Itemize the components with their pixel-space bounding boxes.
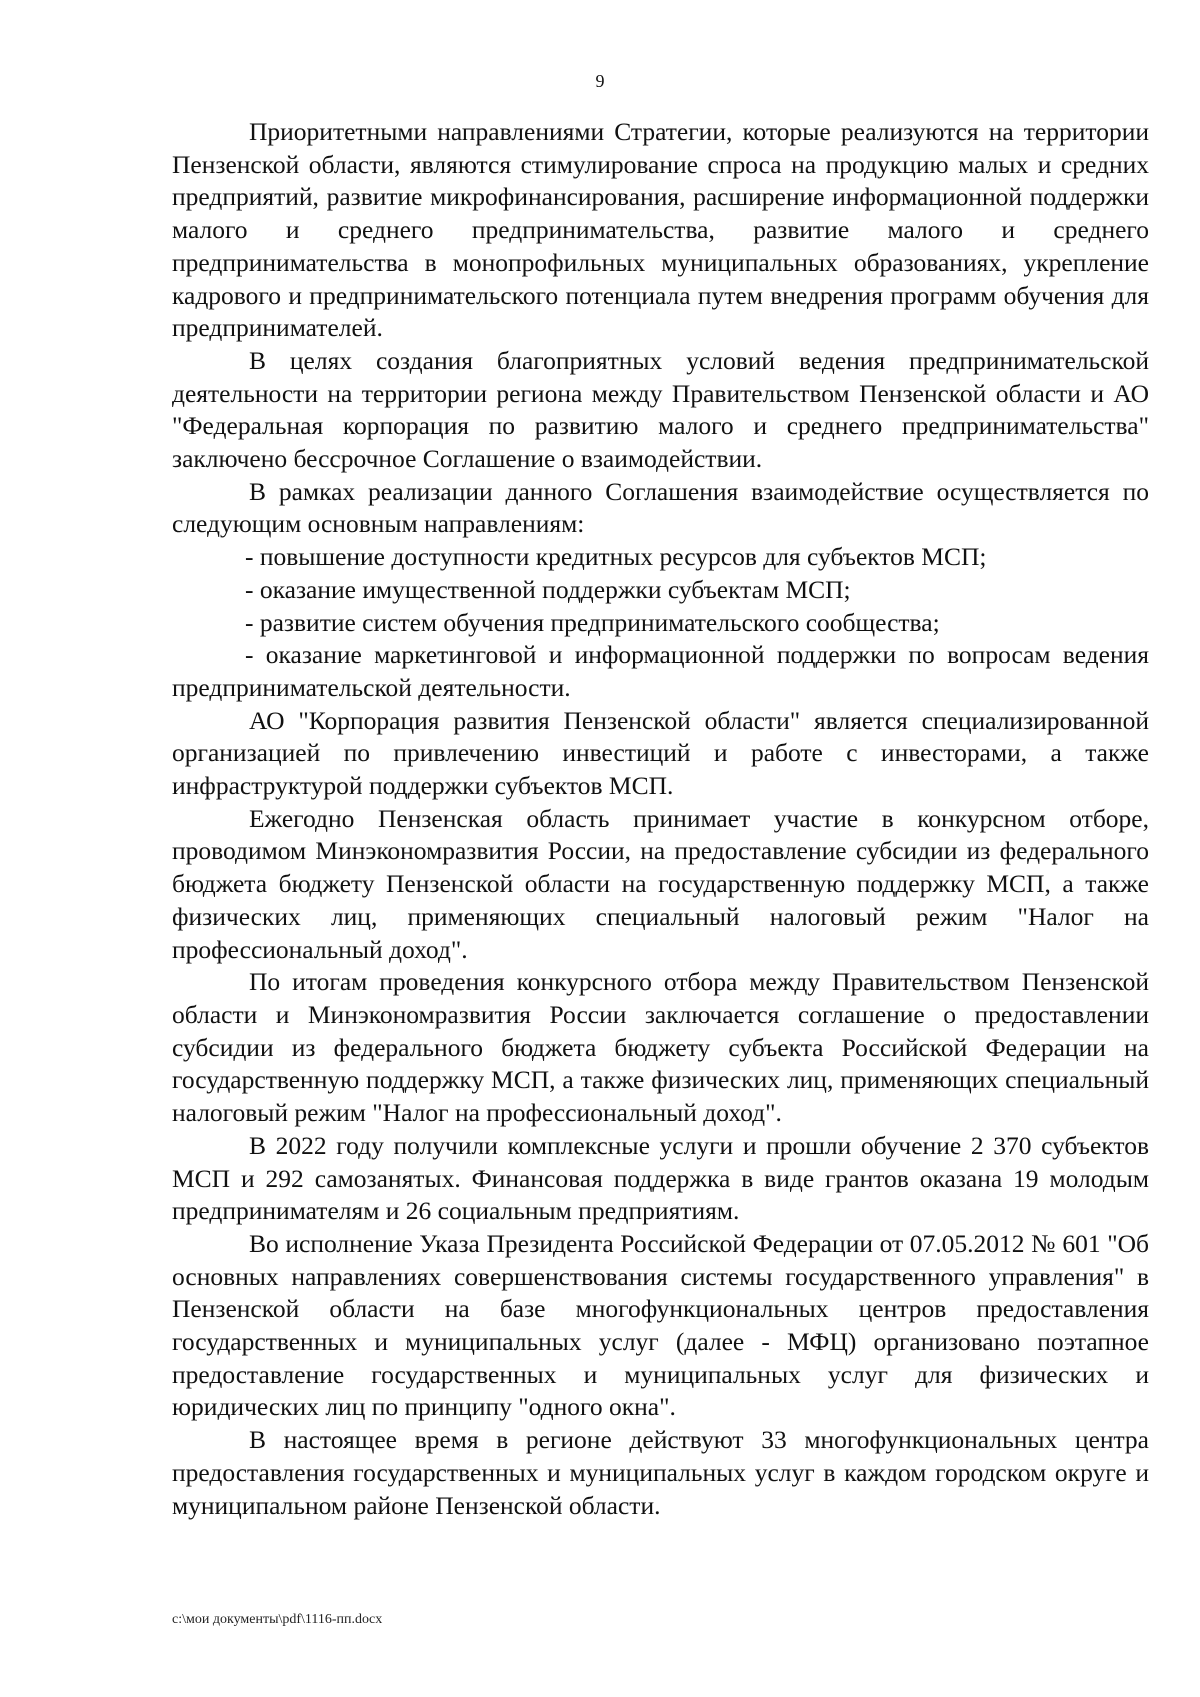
document-body (172, 116, 1149, 1522)
paragraph-mfc-centers: В настоящее время в регионе действуют 33 многофункциональных центра предоставления государственных и муниципальных услуг в каждом городском округе и муниципальном районе Пензенской области. (172, 1425, 1149, 1520)
list-item: - повышение доступности кредитных ресурсов для субъектов МСП; (245, 542, 987, 572)
paragraph-mfc-decree: Во исполнение Указа Президента Российской Федерации от 07.05.2012 № 601 "Об основных направлениях совершенствования системы государственного управления" в Пензенской области на базе многофункциональных центров предоставления государственных и муниципальных услуг (далее - МФЦ) организовано поэтапное предоставление государственных и муниципальных услуг для физических и юридических лиц по принципу "одного окна". (172, 1228, 1149, 1422)
paragraph-agreement-directions: В рамках реализации данного Соглашения взаимодействие осуществляется по следующим основным направлениям: (172, 476, 1149, 539)
list-item: - оказание маркетинговой и информационной поддержки по вопросам ведения предпринимательской деятельности. (172, 640, 1149, 702)
page-number: 9 (595, 71, 605, 91)
paragraph-competitive-selection: Ежегодно Пензенская область принимает участие в конкурсном отборе, проводимом Минэкономразвития России, на предоставление субсидии из федерального бюджета бюджету Пензенской области на государственную поддержку МСП, а также физических лиц, применяющих специальный налоговый режим "Налог на профессиональный доход". (172, 803, 1149, 964)
list-item: - развитие систем обучения предпринимательского сообщества; (245, 607, 940, 637)
paragraph-subsidy-agreement: По итогам проведения конкурсного отбора между Правительством Пензенской области и Минэкономразвития России заключается соглашение о предоставлении субсидии из федерального бюджета бюджету субъекта Российской Федерации на государственную поддержку МСП, а также физических лиц, применяющих специальный налоговый режим "Налог на профессиональный доход". (172, 967, 1149, 1128)
footer-file-path: c:\мои документы\pdf\1116-пп.docx (172, 1612, 383, 1627)
list-item: - оказание имущественной поддержки субъектам МСП; (245, 574, 851, 604)
paragraph-strategy-priorities: Приоритетными направлениями Стратегии, которые реализуются на территории Пензенской области, являются стимулирование спроса на продукцию малых и средних предприятий, развитие микрофинансирования, расширение информационной поддержки малого и среднего предпринимательства, развитие малого и среднего предпринимательства в монопрофильных муниципальных образованиях, укрепление кадрового и предпринимательского потенциала путем внедрения программ обучения для предпринимателей. (172, 117, 1149, 343)
paragraph-development-corporation: АО "Корпорация развития Пензенской области" является специализированной организацией по привлечению инвестиций и работе с инвесторами, а также инфраструктурой поддержки субъектов МСП. (172, 705, 1149, 801)
paragraph-agreement: В целях создания благоприятных условий ведения предпринимательской деятельности на территории региона между Правительством Пензенской области и АО "Федеральная корпорация по развитию малого и среднего предпринимательства" заключено бессрочное Соглашение о взаимодействии. (172, 345, 1149, 474)
paragraph-2022-results: В 2022 году получили комплексные услуги и прошли обучение 2 370 субъектов МСП и 292 самозанятых. Финансовая поддержка в виде грантов оказана 19 молодым предпринимателям и 26 социальным предприятиям. (172, 1130, 1149, 1226)
